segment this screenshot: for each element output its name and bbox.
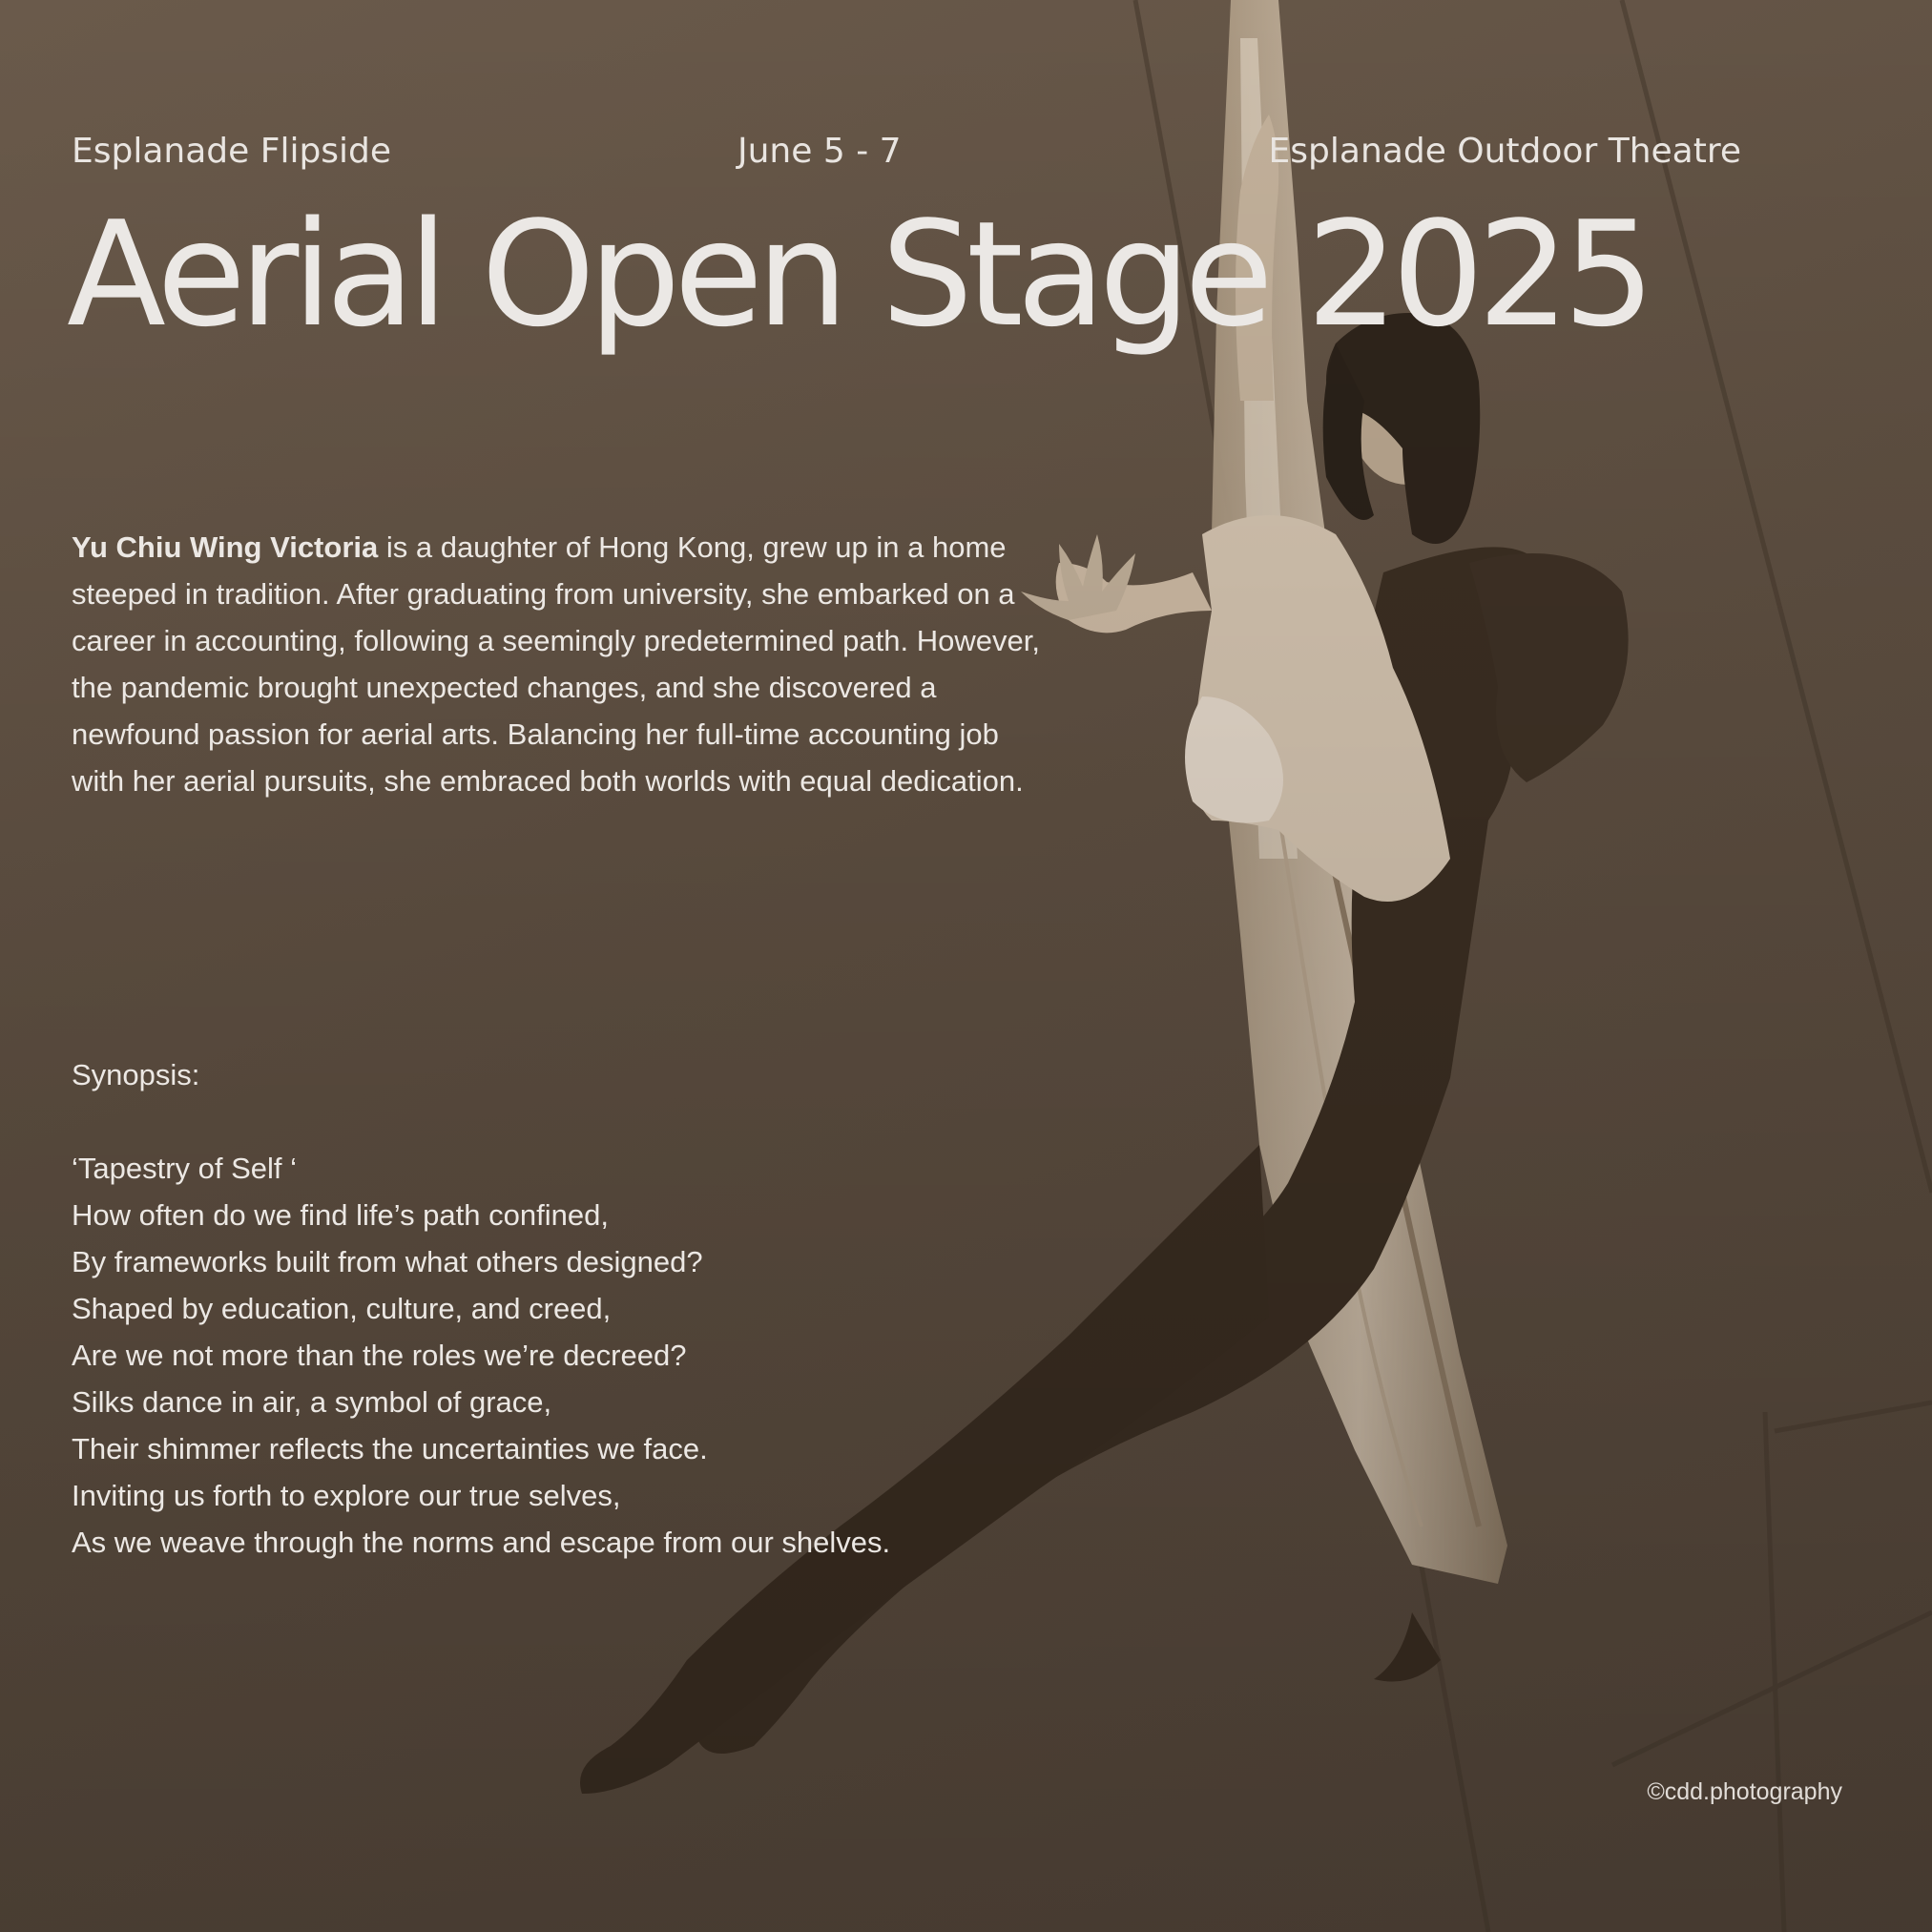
event-meta-row xyxy=(72,132,1741,179)
event-series: Esplanade Flipside xyxy=(72,132,392,171)
artist-bio-text: is a daughter of Hong Kong, grew up in a home steeped in tradition. After graduating from university, she embarked on a career in accounting, following a seemingly predetermined path. However, the pandemic brought unexpected changes, and she discovered a newfound passion for aerial arts. Balancing her full-time accounting job with her aerial pursuits, she embraced both worlds with equal dedication. xyxy=(72,530,1040,798)
event-title: Aerial Open Stage 2025 xyxy=(67,190,1649,359)
artist-name: Yu Chiu Wing Victoria xyxy=(72,530,379,564)
event-venue: Esplanade Outdoor Theatre xyxy=(1268,132,1741,171)
poem-line: Silks dance in air, a symbol of grace, xyxy=(72,1385,552,1419)
photo-credit: ©cdd.photography xyxy=(1647,1778,1842,1805)
event-dates: June 5 - 7 xyxy=(737,132,902,171)
synopsis-label: Synopsis: xyxy=(72,1058,200,1091)
spacer xyxy=(72,1098,1026,1145)
artist-bio xyxy=(72,524,1045,804)
poem-line: As we weave through the norms and escape from our shelves. xyxy=(72,1526,891,1559)
poem-line: By frameworks built from what others designed? xyxy=(72,1245,703,1278)
poem-line: Shaped by education, culture, and creed, xyxy=(72,1292,612,1325)
poem-line: Their shimmer reflects the uncertainties we face. xyxy=(72,1432,708,1465)
poem-line: How often do we find life’s path confined, xyxy=(72,1198,609,1232)
synopsis xyxy=(72,1051,1026,1566)
poem-line: Are we not more than the roles we’re decreed? xyxy=(72,1339,687,1372)
poem-line: Inviting us forth to explore our true selves, xyxy=(72,1479,621,1512)
poem-title: ‘Tapestry of Self ‘ xyxy=(72,1152,298,1185)
